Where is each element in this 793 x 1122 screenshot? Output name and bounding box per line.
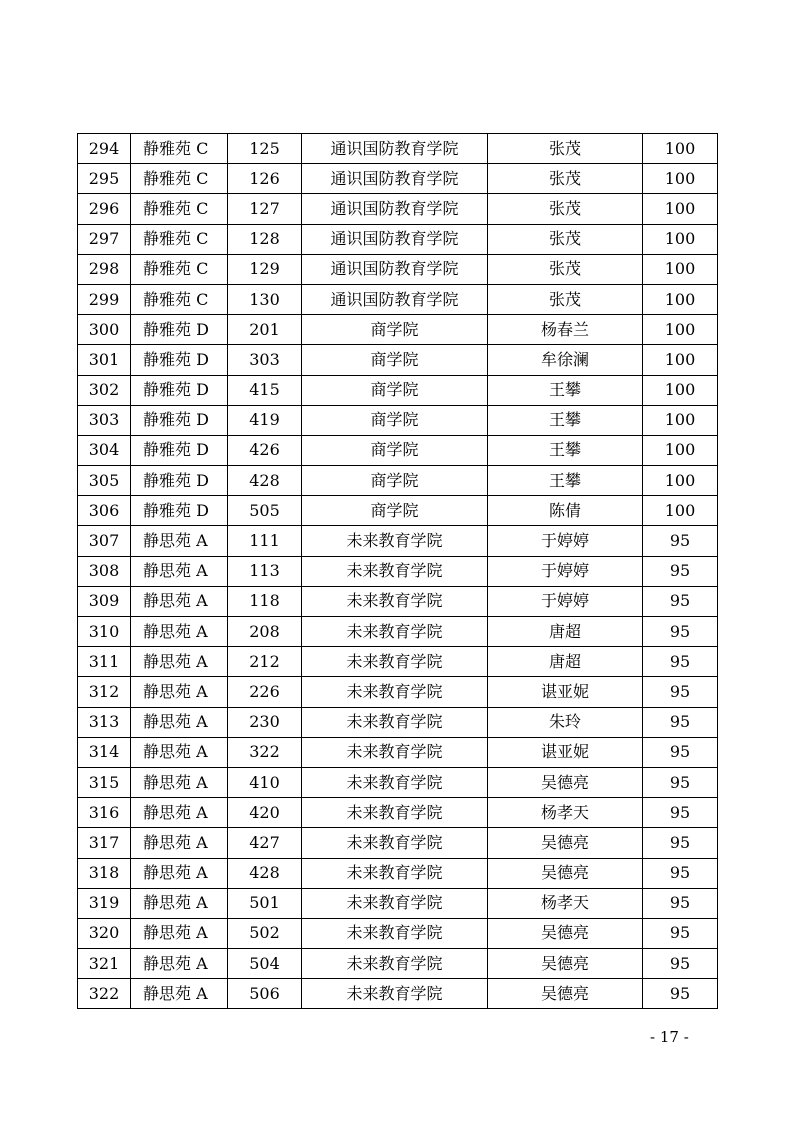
building-cell: 静雅苑 C [131,254,228,284]
room-number-cell: 208 [228,617,302,647]
table-row [78,767,718,797]
college-cell: 通识国防教育学院 [302,224,488,254]
score-cell: 95 [643,767,718,797]
building-cell: 静雅苑 D [131,466,228,496]
row-number-cell: 296 [78,194,131,224]
room-number-cell: 428 [228,466,302,496]
building-cell: 静思苑 A [131,798,228,828]
table-row [78,435,718,465]
college-cell: 通识国防教育学院 [302,284,488,314]
college-cell: 商学院 [302,496,488,526]
person-cell: 吴德亮 [488,949,643,979]
room-number-cell: 427 [228,828,302,858]
row-number-cell: 299 [78,284,131,314]
score-cell: 100 [643,194,718,224]
person-cell: 杨孝天 [488,888,643,918]
score-cell: 100 [643,315,718,345]
score-cell: 95 [643,979,718,1009]
score-cell: 95 [643,798,718,828]
person-cell: 陈倩 [488,496,643,526]
room-number-cell: 505 [228,496,302,526]
person-cell: 唐超 [488,647,643,677]
person-cell: 吴德亮 [488,828,643,858]
table-row [78,194,718,224]
person-cell: 唐超 [488,617,643,647]
row-number-cell: 310 [78,617,131,647]
building-cell: 静思苑 A [131,526,228,556]
row-number-cell: 318 [78,858,131,888]
table-row [78,737,718,767]
table-row [78,526,718,556]
score-cell: 95 [643,949,718,979]
room-number-cell: 420 [228,798,302,828]
row-number-cell: 314 [78,737,131,767]
room-number-cell: 506 [228,979,302,1009]
row-number-cell: 298 [78,254,131,284]
room-number-cell: 428 [228,858,302,888]
score-cell: 95 [643,858,718,888]
building-cell: 静雅苑 D [131,435,228,465]
person-cell: 张茂 [488,164,643,194]
score-cell: 100 [643,405,718,435]
college-cell: 商学院 [302,466,488,496]
table-row [78,164,718,194]
college-cell: 通识国防教育学院 [302,194,488,224]
person-cell: 谌亚妮 [488,677,643,707]
person-cell: 王攀 [488,375,643,405]
room-number-cell: 230 [228,707,302,737]
room-number-cell: 126 [228,164,302,194]
row-number-cell: 321 [78,949,131,979]
row-number-cell: 320 [78,918,131,948]
table-row [78,586,718,616]
table-row [78,677,718,707]
college-cell: 未来教育学院 [302,918,488,948]
page-number: - 17 - [650,1028,689,1046]
building-cell: 静雅苑 D [131,405,228,435]
row-number-cell: 306 [78,496,131,526]
row-number-cell: 316 [78,798,131,828]
room-number-cell: 415 [228,375,302,405]
college-cell: 未来教育学院 [302,767,488,797]
row-number-cell: 313 [78,707,131,737]
score-cell: 95 [643,617,718,647]
score-cell: 95 [643,677,718,707]
row-number-cell: 308 [78,556,131,586]
college-cell: 商学院 [302,345,488,375]
college-cell: 未来教育学院 [302,617,488,647]
row-number-cell: 322 [78,979,131,1009]
building-cell: 静雅苑 D [131,315,228,345]
person-cell: 张茂 [488,134,643,164]
building-cell: 静思苑 A [131,707,228,737]
college-cell: 未来教育学院 [302,586,488,616]
college-cell: 商学院 [302,405,488,435]
person-cell: 吴德亮 [488,767,643,797]
building-cell: 静思苑 A [131,647,228,677]
building-cell: 静思苑 A [131,586,228,616]
college-cell: 商学院 [302,315,488,345]
room-number-cell: 129 [228,254,302,284]
room-number-cell: 504 [228,949,302,979]
table-row [78,979,718,1009]
college-cell: 通识国防教育学院 [302,134,488,164]
table-row [78,556,718,586]
row-number-cell: 305 [78,466,131,496]
room-number-cell: 125 [228,134,302,164]
table-row [78,496,718,526]
room-number-cell: 111 [228,526,302,556]
room-number-cell: 303 [228,345,302,375]
score-cell: 95 [643,888,718,918]
table-row [78,375,718,405]
person-cell: 张茂 [488,284,643,314]
row-number-cell: 319 [78,888,131,918]
building-cell: 静思苑 A [131,858,228,888]
person-cell: 王攀 [488,405,643,435]
person-cell: 谌亚妮 [488,737,643,767]
score-cell: 95 [643,828,718,858]
table-row [78,617,718,647]
college-cell: 商学院 [302,375,488,405]
person-cell: 牟徐澜 [488,345,643,375]
table-row [78,315,718,345]
row-number-cell: 302 [78,375,131,405]
college-cell: 未来教育学院 [302,677,488,707]
table-body [78,134,718,1009]
college-cell: 通识国防教育学院 [302,164,488,194]
building-cell: 静思苑 A [131,617,228,647]
room-number-cell: 501 [228,888,302,918]
room-number-cell: 502 [228,918,302,948]
person-cell: 吴德亮 [488,979,643,1009]
table-row [78,224,718,254]
building-cell: 静思苑 A [131,767,228,797]
score-cell: 100 [643,254,718,284]
table-row [78,798,718,828]
table-row [78,707,718,737]
row-number-cell: 297 [78,224,131,254]
score-cell: 95 [643,586,718,616]
person-cell: 于婷婷 [488,556,643,586]
table-row [78,284,718,314]
building-cell: 静思苑 A [131,677,228,707]
table-row [78,918,718,948]
score-cell: 100 [643,164,718,194]
row-number-cell: 311 [78,647,131,677]
college-cell: 未来教育学院 [302,556,488,586]
dormitory-score-table [77,133,718,1009]
person-cell: 吴德亮 [488,918,643,948]
score-cell: 95 [643,707,718,737]
person-cell: 于婷婷 [488,586,643,616]
row-number-cell: 303 [78,405,131,435]
room-number-cell: 426 [228,435,302,465]
college-cell: 未来教育学院 [302,979,488,1009]
row-number-cell: 312 [78,677,131,707]
score-cell: 95 [643,918,718,948]
table-row [78,405,718,435]
building-cell: 静雅苑 C [131,284,228,314]
score-cell: 100 [643,345,718,375]
college-cell: 未来教育学院 [302,526,488,556]
building-cell: 静雅苑 D [131,375,228,405]
table-row [78,949,718,979]
building-cell: 静雅苑 D [131,345,228,375]
score-cell: 100 [643,134,718,164]
table-row [78,254,718,284]
score-cell: 100 [643,496,718,526]
table-row [78,888,718,918]
row-number-cell: 300 [78,315,131,345]
person-cell: 王攀 [488,466,643,496]
building-cell: 静雅苑 C [131,134,228,164]
college-cell: 未来教育学院 [302,647,488,677]
room-number-cell: 118 [228,586,302,616]
person-cell: 于婷婷 [488,526,643,556]
college-cell: 未来教育学院 [302,737,488,767]
building-cell: 静雅苑 C [131,164,228,194]
building-cell: 静思苑 A [131,828,228,858]
college-cell: 未来教育学院 [302,888,488,918]
room-number-cell: 201 [228,315,302,345]
room-number-cell: 212 [228,647,302,677]
score-cell: 95 [643,737,718,767]
college-cell: 商学院 [302,435,488,465]
college-cell: 未来教育学院 [302,858,488,888]
person-cell: 吴德亮 [488,858,643,888]
person-cell: 王攀 [488,435,643,465]
table-row [78,134,718,164]
room-number-cell: 113 [228,556,302,586]
table-row [78,647,718,677]
row-number-cell: 315 [78,767,131,797]
building-cell: 静思苑 A [131,737,228,767]
building-cell: 静雅苑 C [131,224,228,254]
room-number-cell: 128 [228,224,302,254]
person-cell: 张茂 [488,224,643,254]
college-cell: 未来教育学院 [302,707,488,737]
building-cell: 静思苑 A [131,888,228,918]
college-cell: 通识国防教育学院 [302,254,488,284]
score-cell: 100 [643,224,718,254]
row-number-cell: 309 [78,586,131,616]
table-row [78,828,718,858]
table-row [78,345,718,375]
college-cell: 未来教育学院 [302,798,488,828]
person-cell: 杨春兰 [488,315,643,345]
row-number-cell: 295 [78,164,131,194]
table-row [78,858,718,888]
score-cell: 100 [643,375,718,405]
building-cell: 静雅苑 C [131,194,228,224]
room-number-cell: 127 [228,194,302,224]
score-cell: 100 [643,435,718,465]
row-number-cell: 294 [78,134,131,164]
college-cell: 未来教育学院 [302,828,488,858]
person-cell: 杨孝天 [488,798,643,828]
college-cell: 未来教育学院 [302,949,488,979]
room-number-cell: 410 [228,767,302,797]
room-number-cell: 322 [228,737,302,767]
person-cell: 张茂 [488,194,643,224]
room-number-cell: 130 [228,284,302,314]
row-number-cell: 304 [78,435,131,465]
building-cell: 静雅苑 D [131,496,228,526]
row-number-cell: 301 [78,345,131,375]
room-number-cell: 226 [228,677,302,707]
building-cell: 静思苑 A [131,979,228,1009]
score-cell: 95 [643,647,718,677]
building-cell: 静思苑 A [131,949,228,979]
table-row [78,466,718,496]
building-cell: 静思苑 A [131,918,228,948]
score-cell: 95 [643,526,718,556]
room-number-cell: 419 [228,405,302,435]
score-cell: 95 [643,556,718,586]
row-number-cell: 307 [78,526,131,556]
person-cell: 朱玲 [488,707,643,737]
row-number-cell: 317 [78,828,131,858]
building-cell: 静思苑 A [131,556,228,586]
score-cell: 100 [643,466,718,496]
score-cell: 100 [643,284,718,314]
person-cell: 张茂 [488,254,643,284]
